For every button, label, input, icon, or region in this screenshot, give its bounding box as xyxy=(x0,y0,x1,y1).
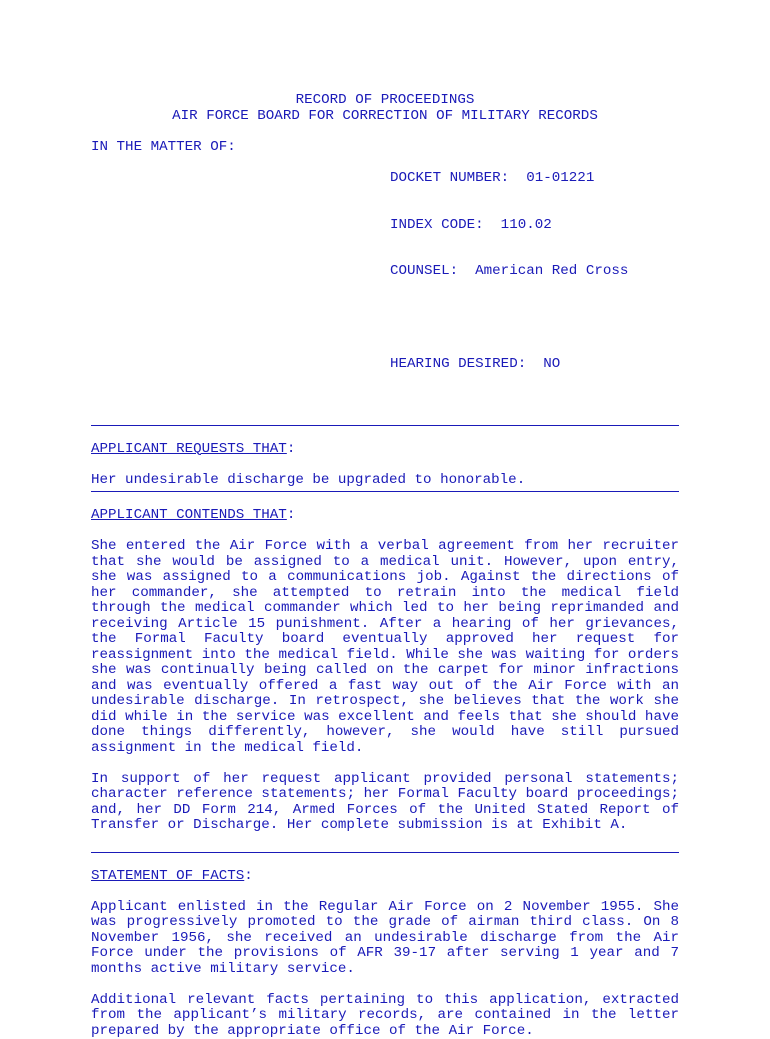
contends-heading: APPLICANT CONTENDS THAT: xyxy=(91,508,679,524)
divider xyxy=(91,852,679,853)
facts-paragraph-1: Applicant enlisted in the Regular Air Force on 2 November 1955. She was progressively promoted to the grade of airman third class. On 8 November 1956, she received an undesirable discharge from the Air Force under the provisions of AFR 39-17 after serving 1 year and 7 months active military service. xyxy=(91,900,679,978)
docket-number: DOCKET NUMBER: 01-01221 xyxy=(390,171,628,187)
hearing-desired: HEARING DESIRED: NO xyxy=(390,357,628,373)
board-name: AIR FORCE BOARD FOR CORRECTION OF MILITARY RECORDS xyxy=(91,109,679,125)
document-title: RECORD OF PROCEEDINGS xyxy=(91,93,679,109)
contends-paragraph-2: In support of her request applicant provided personal statements; character reference statements; her Formal Faculty board proceedings; and, her DD Form 214, Armed Forces of the United Stated Report of Transfer or Discharge. Her complete submission is at Exhibit A. xyxy=(91,772,679,834)
document-page xyxy=(91,93,679,1039)
matter-label: IN THE MATTER OF: xyxy=(91,140,390,404)
requests-heading: APPLICANT REQUESTS THAT: xyxy=(91,442,679,458)
matter-block xyxy=(91,140,679,404)
counsel: COUNSEL: American Red Cross xyxy=(390,264,628,280)
facts-paragraph-2: Additional relevant facts pertaining to this application, extracted from the applicant’s military records, are contained in the letter prepared by the appropriate office of the Air Force. xyxy=(91,993,679,1039)
contends-paragraph-1: She entered the Air Force with a verbal agreement from her recruiter that she would be assigned to a medical unit. However, upon entry, she was assigned to a communications job. Against the directions of her commander, she attempted to retrain into the medical field through the medical commander which led to her being reprimanded and receiving Article 15 punishment. After a hearing of her grievances, the Formal Faculty board eventually approved her request for reassignment into the medical field. While she was waiting for orders she was continually being called on the carpet for minor infractions and was eventually offered a fast way out of the Air Force with an undesirable discharge. In retrospect, she believes that the work she did while in the service was excellent and feels that she should have done things differently, however, she would have still pursued assignment in the medical field. xyxy=(91,539,679,756)
divider xyxy=(91,425,679,426)
index-code: INDEX CODE: 110.02 xyxy=(390,218,628,234)
facts-heading: STATEMENT OF FACTS: xyxy=(91,869,679,885)
requests-text: Her undesirable discharge be upgraded to honorable. xyxy=(91,473,679,489)
case-info xyxy=(390,140,628,404)
divider xyxy=(91,491,679,492)
